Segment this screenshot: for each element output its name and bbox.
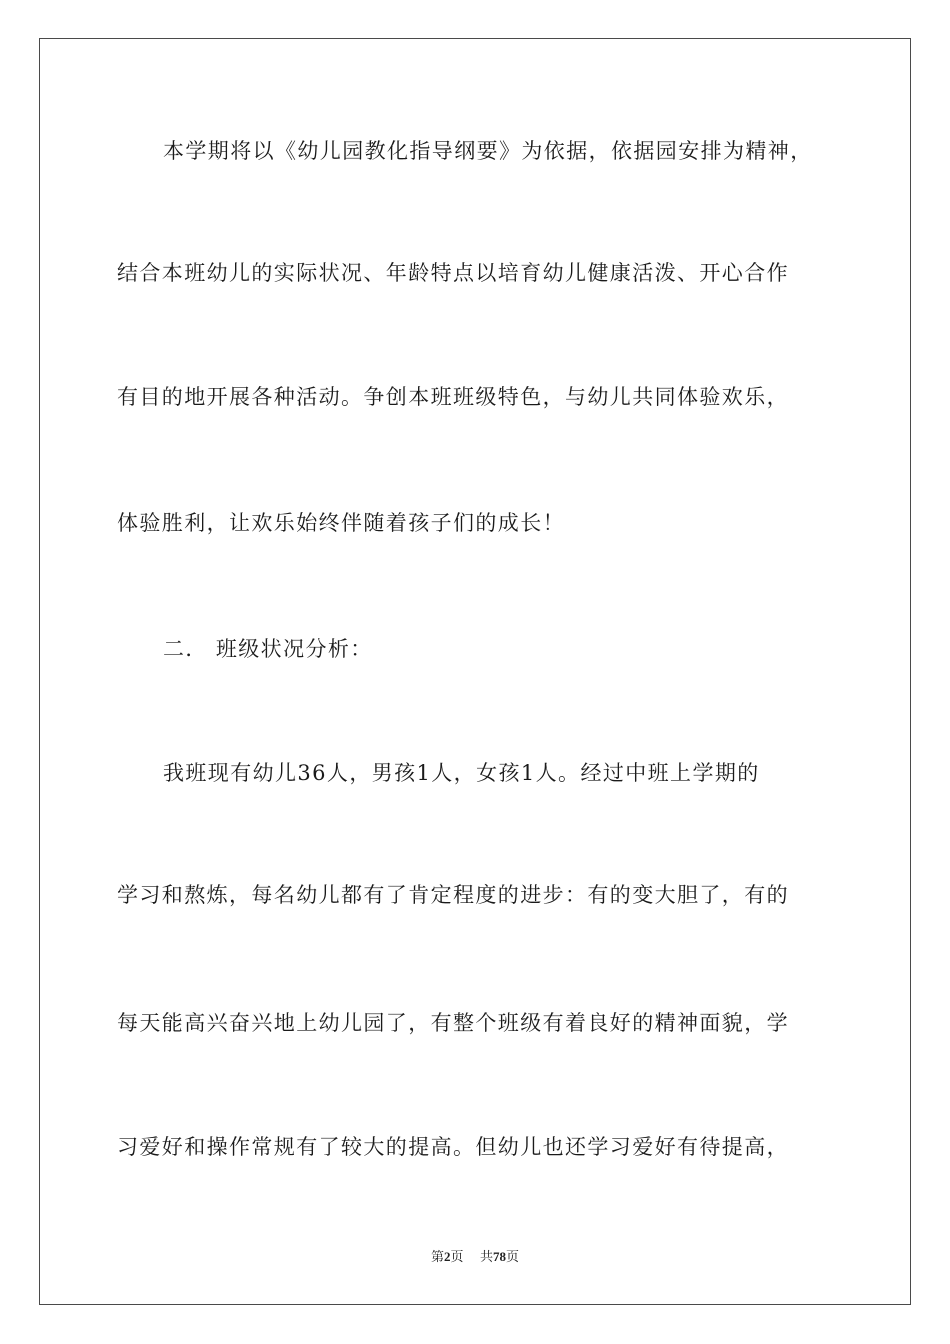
- footer-total-pages: 78: [493, 1249, 507, 1264]
- footer-total-suffix: 页: [506, 1250, 520, 1265]
- paragraph-line-6: 学习和熬炼，每名幼儿都有了肯定程度的进步：有的变大胆了，有的: [117, 883, 789, 907]
- footer-total-prefix: 共: [480, 1250, 494, 1265]
- paragraph-line-8: 习爱好和操作常规有了较大的提高。但幼儿也还学习爱好有待提高，: [117, 1135, 789, 1159]
- footer-page-suffix: 页: [450, 1250, 464, 1265]
- paragraph-line-3: 有目的地开展各种活动。争创本班班级特色，与幼儿共同体验欢乐，: [117, 385, 789, 409]
- paragraph-line-5: 我班现有幼儿36人，男孩1人，女孩1人。经过中班上学期的: [163, 761, 760, 785]
- footer-page-prefix: 第: [430, 1250, 444, 1265]
- footer-page-number: 2: [443, 1249, 451, 1264]
- paragraph-line-2: 结合本班幼儿的实际状况、年龄特点以培育幼儿健康活泼、开心合作: [117, 261, 789, 285]
- paragraph-line-4: 体验胜利，让欢乐始终伴随着孩子们的成长！: [117, 511, 565, 535]
- paragraph-line-1: 本学期将以《幼儿园教化指导纲要》为依据，依据园安排为精神，: [163, 139, 813, 163]
- page-footer: [0, 1248, 950, 1267]
- section-heading: 二． 班级状况分析：: [163, 637, 373, 661]
- page-border: [39, 38, 911, 1305]
- paragraph-line-7: 每天能高兴奋兴地上幼儿园了，有整个班级有着良好的精神面貌，学: [117, 1011, 789, 1035]
